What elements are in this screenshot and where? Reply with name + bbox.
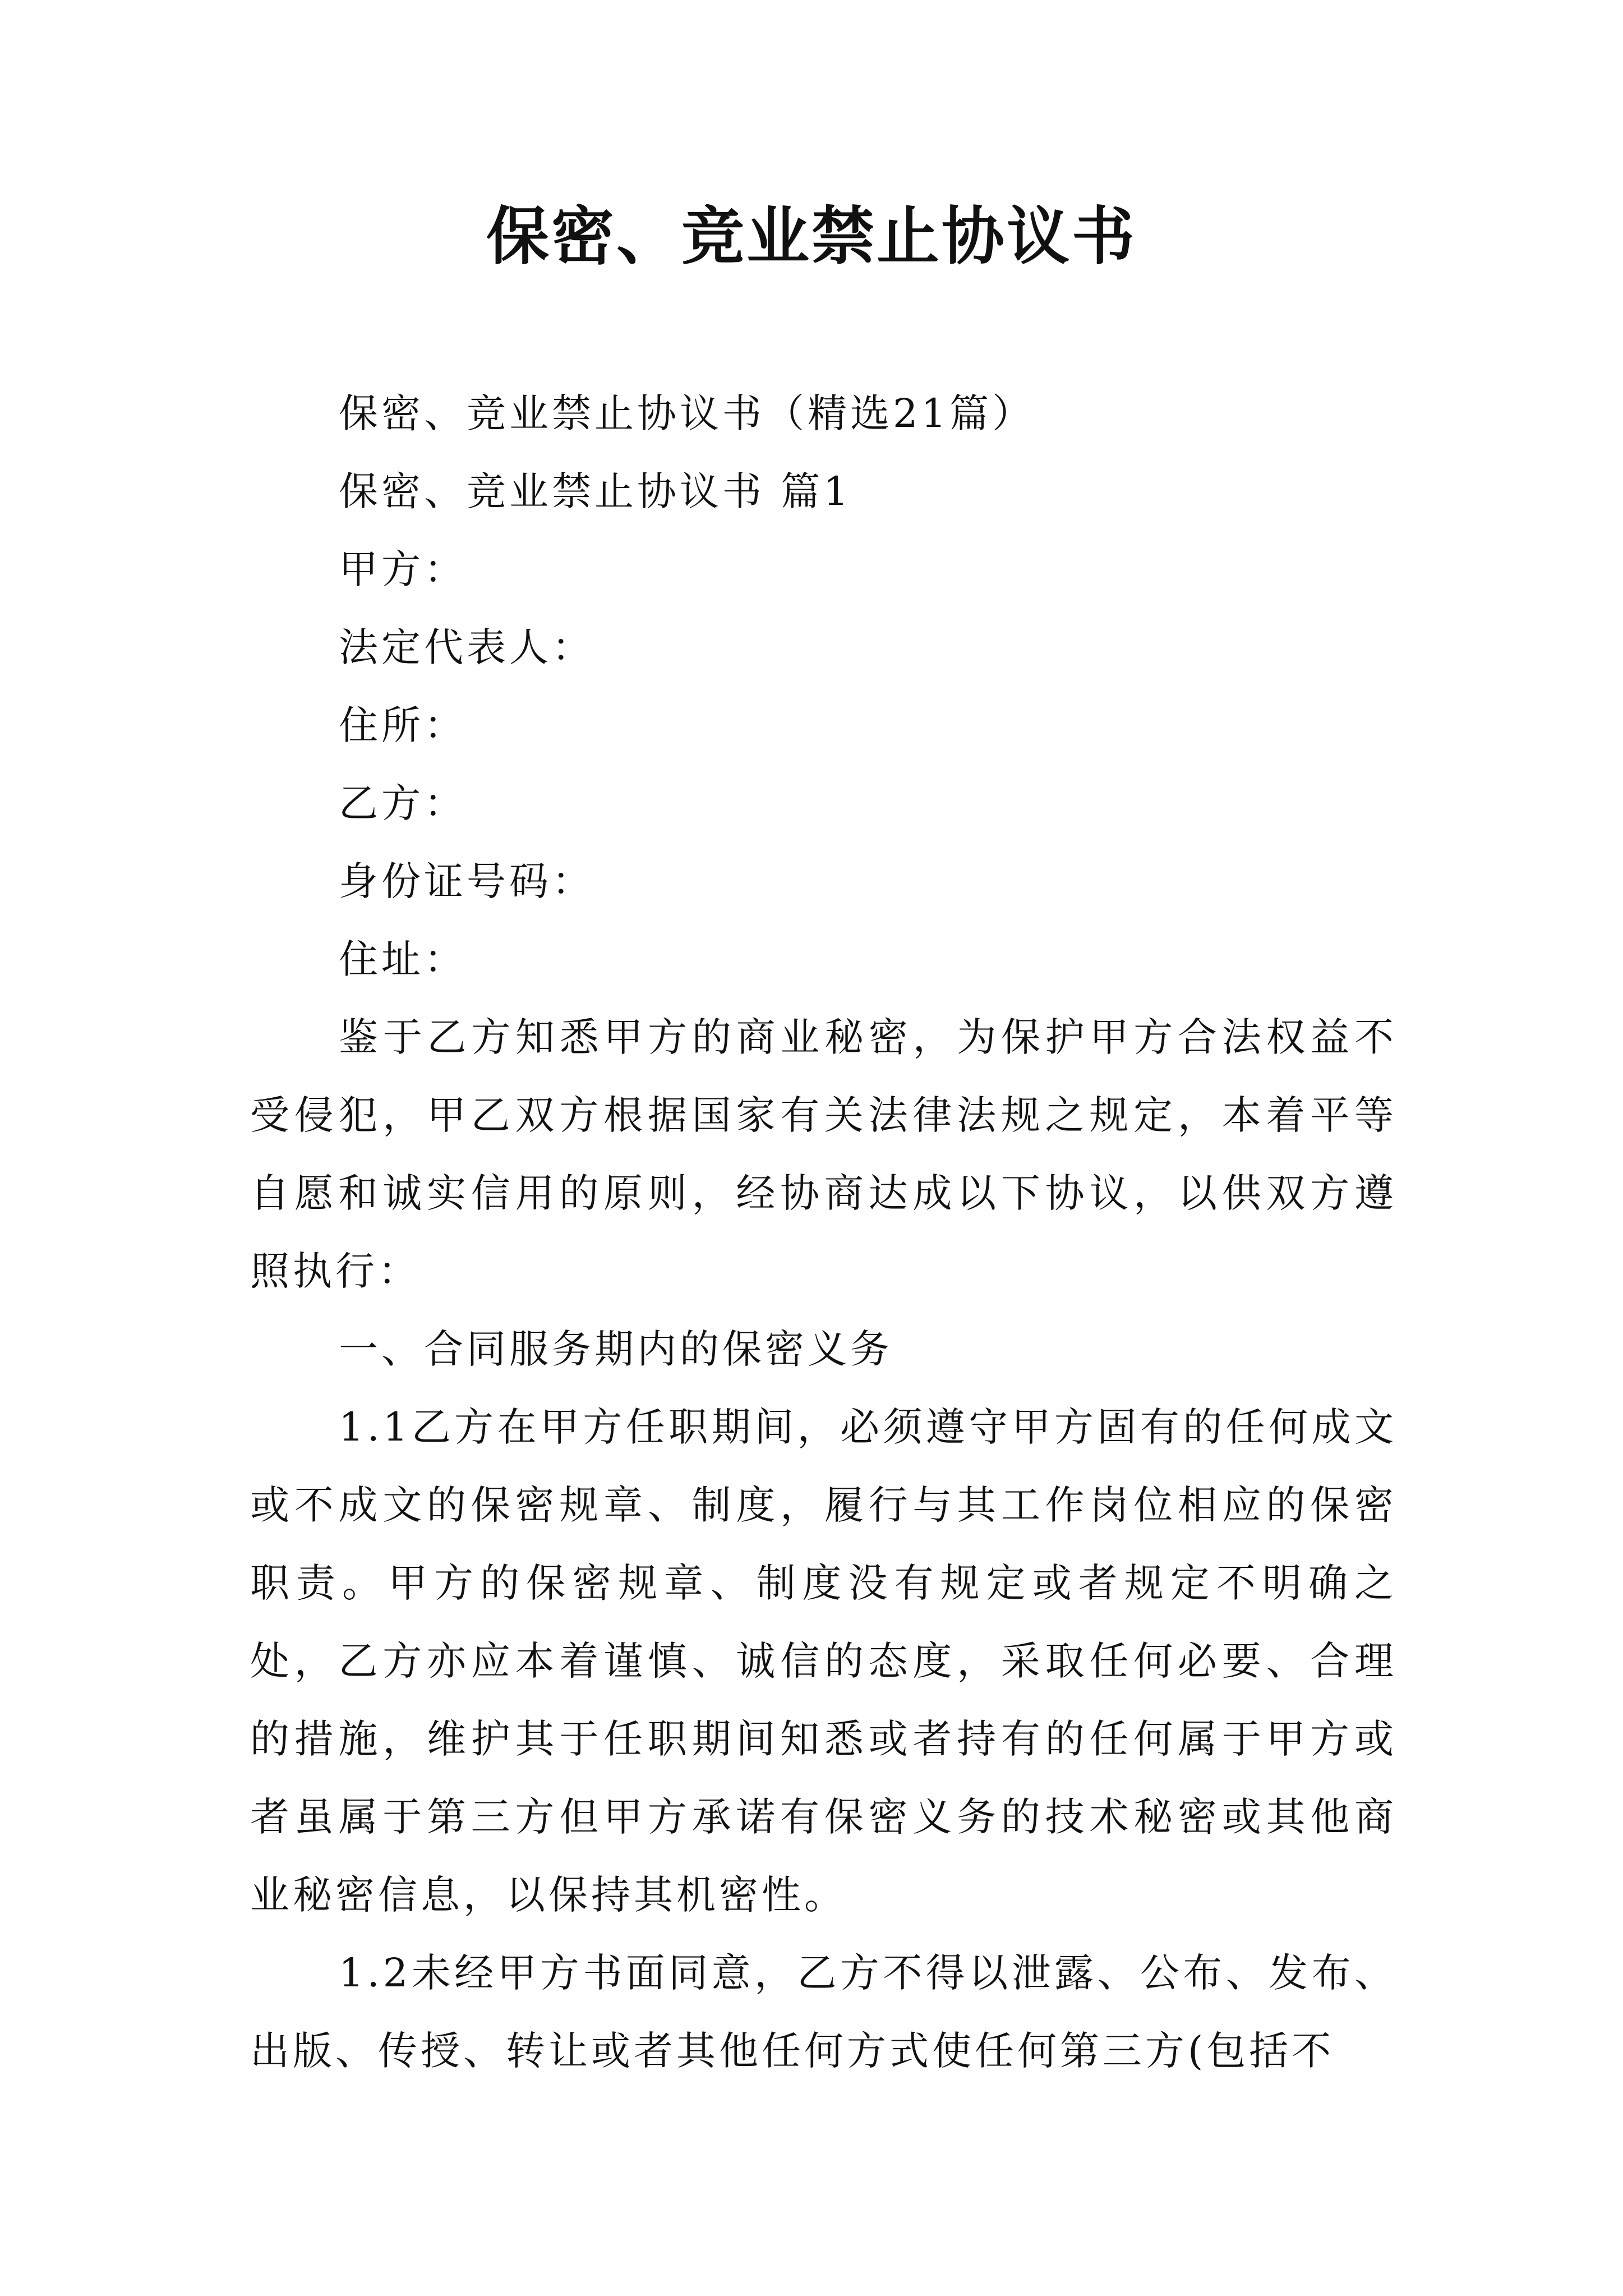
field-id-number: 身份证号码：	[339, 858, 594, 904]
field-address: 住址：	[339, 936, 467, 982]
document-title: 保密、竞业禁止协议书	[486, 200, 1137, 273]
clause-heading-1: 一、合同服务期内的保密义务	[339, 1326, 893, 1372]
field-party-a: 甲方：	[339, 546, 467, 592]
document-body	[250, 375, 1397, 2090]
section-heading: 保密、竞业禁止协议书 篇1	[339, 468, 852, 514]
subtitle-line: 保密、竞业禁止协议书（精选21篇）	[339, 390, 1035, 436]
field-domicile: 住所：	[339, 702, 467, 748]
preamble-paragraph: 鉴于乙方知悉甲方的商业秘密，为保护甲方合法权益不受侵犯，甲乙双方根据国家有关法律法规之规定，本着平等自愿和诚实信用的原则，经协商达成以下协议，以供双方遵照执行：	[250, 1014, 1397, 1294]
clause-1-1: 1.1乙方在甲方任职期间，必须遵守甲方固有的任何成文或不成文的保密规章、制度，履行与其工作岗位相应的保密职责。甲方的保密规章、制度没有规定或者规定不明确之处，乙方亦应本着谨慎、诚信的态度，采取任何必要、合理的措施，维护其于任职期间知悉或者持有的任何属于甲方或者虽属于第三方但甲方承诺有保密义务的技术秘密或其他商业秘密信息，以保持其机密性。	[250, 1404, 1397, 1918]
clause-1-2: 1.2未经甲方书面同意，乙方不得以泄露、公布、发布、出版、传授、转让或者其他任何方式使任何第三方(包括不	[250, 1950, 1397, 2074]
field-party-b: 乙方：	[339, 780, 467, 826]
field-legal-representative: 法定代表人：	[339, 624, 594, 670]
